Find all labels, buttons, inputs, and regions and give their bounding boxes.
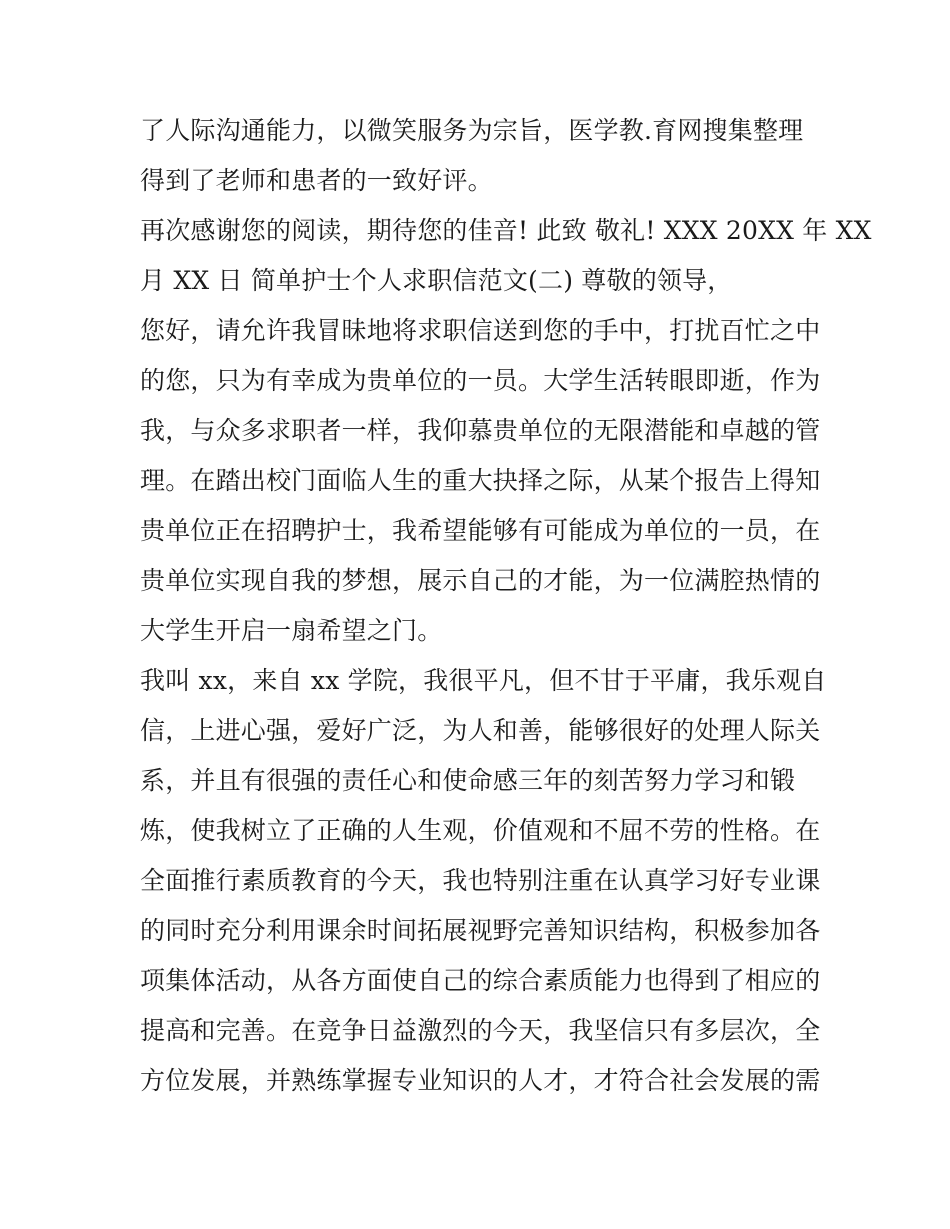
- text-line: 大学生开启一扇希望之门。: [140, 616, 443, 645]
- text-line: 得到了老师和患者的一致好评。: [140, 166, 493, 195]
- body-text: [140, 106, 872, 1106]
- text-line: 信，上进心强，爱好广泛，为人和善，能够很好的处理人际关: [140, 716, 821, 745]
- text-line: 贵单位实现自我的梦想，展示自己的才能，为一位满腔热情的: [140, 566, 821, 595]
- text-line: 方位发展，并熟练掌握专业知识的人才，才符合社会发展的需: [140, 1066, 821, 1095]
- text-line: 理。在踏出校门面临人生的重大抉择之际，从某个报告上得知: [140, 466, 821, 495]
- text-line: 的您，只为有幸成为贵单位的一员。大学生活转眼即逝，作为: [140, 366, 821, 395]
- text-line: 系，并且有很强的责任心和使命感三年的刻苦努力学习和锻: [140, 766, 796, 795]
- text-line: 项集体活动，从各方面使自己的综合素质能力也得到了相应的: [140, 966, 821, 995]
- text-line: 我，与众多求职者一样，我仰慕贵单位的无限潜能和卓越的管: [140, 416, 821, 445]
- text-line: 再次感谢您的阅读，期待您的佳音! 此致 敬礼! XXX 20XX 年 XX: [140, 216, 872, 245]
- text-line: 炼，使我树立了正确的人生观，价值观和不屈不劳的性格。在: [140, 816, 821, 845]
- text-line: 全面推行素质教育的今天，我也特别注重在认真学习好专业课: [140, 866, 821, 895]
- text-line: 贵单位正在招聘护士，我希望能够有可能成为单位的一员，在: [140, 516, 821, 545]
- text-line: 月 XX 日 简单护士个人求职信范文(二) 尊敬的领导，: [140, 266, 733, 295]
- text-line: 了人际沟通能力，以微笑服务为宗旨，医学教.育网搜集整理: [140, 116, 804, 145]
- text-line: 我叫 xx，来自 xx 学院，我很平凡，但不甘于平庸，我乐观自: [140, 666, 827, 695]
- text-line: 的同时充分利用课余时间拓展视野完善知识结构，积极参加各: [140, 916, 821, 945]
- text-line: 提高和完善。在竞争日益激烈的今天，我坚信只有多层次，全: [140, 1016, 821, 1045]
- text-line: 您好，请允许我冒昧地将求职信送到您的手中，打扰百忙之中: [140, 316, 821, 345]
